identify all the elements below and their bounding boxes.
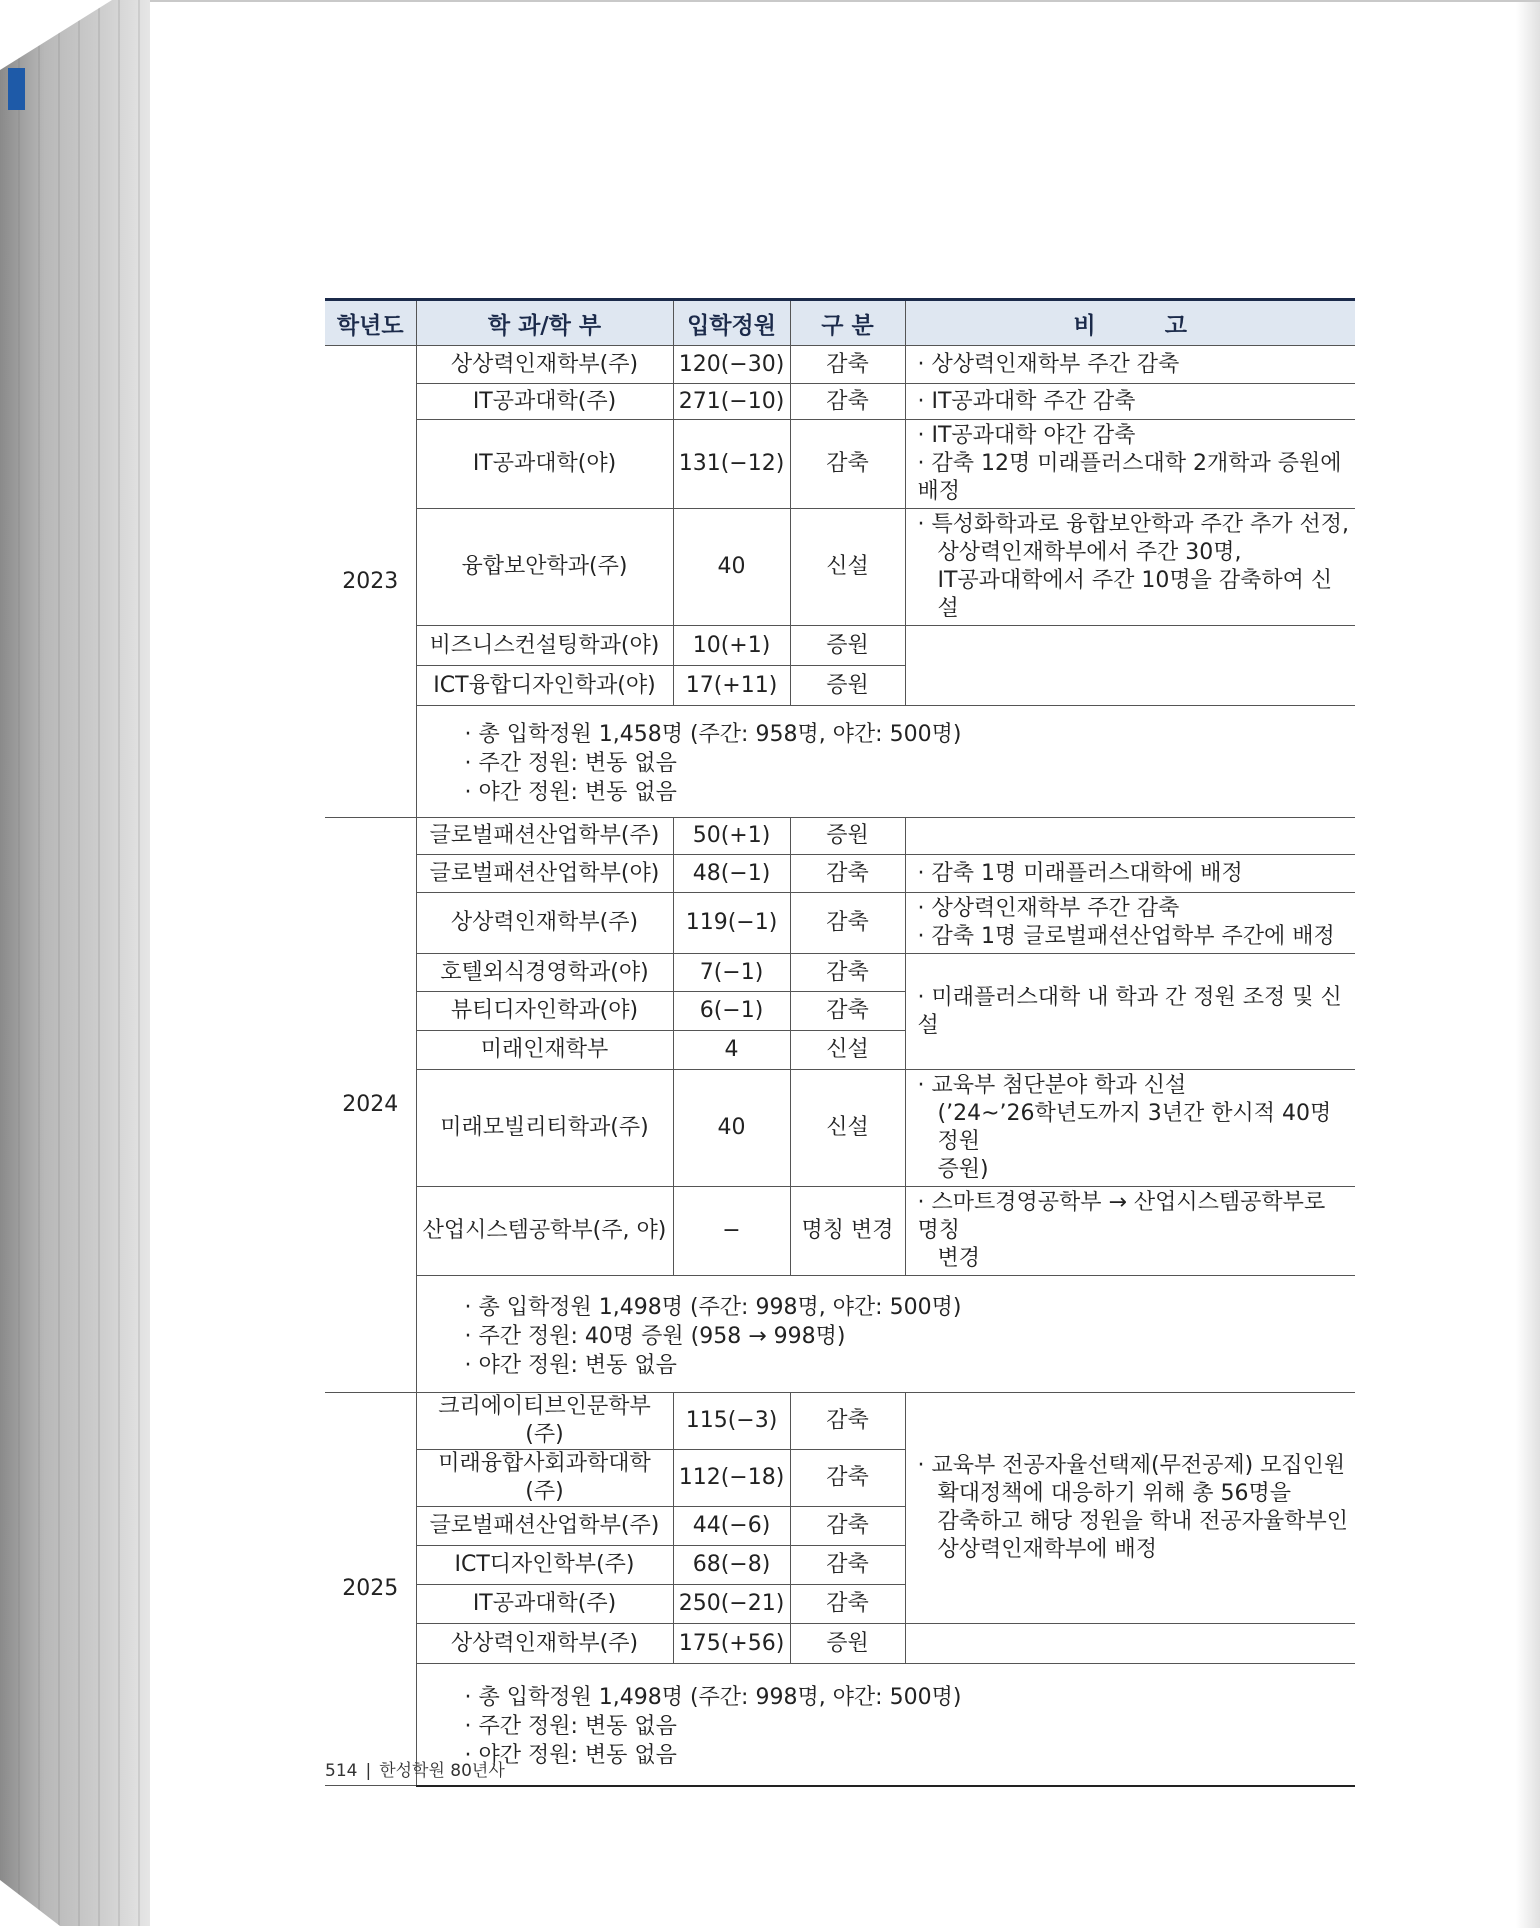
type-cell: 감축 [790, 992, 905, 1031]
department-cell: 미래융합사회과학대학(주) [416, 1450, 673, 1507]
chapter-tab-marker [8, 68, 25, 110]
table-row [325, 1393, 1355, 1450]
note-line: (’24~’26학년도까지 3년간 한시적 40명 정원 [937, 1101, 1332, 1154]
summary-line: · 야간 정원: 변동 없음 [464, 1352, 677, 1378]
type-cell: 감축 [790, 1393, 905, 1450]
note-line: · IT공과대학 주간 감축 [917, 388, 1136, 414]
notes-cell [905, 893, 1355, 954]
note-line: · 상상력인재학부 주간 감축 [917, 351, 1180, 377]
table-row [325, 509, 1355, 626]
quota-cell: 6(−1) [673, 992, 790, 1031]
department-cell: 호텔외식경영학과(야) [416, 954, 673, 992]
note-line: · 스마트경영공학부 → 산업시스템공학부로 명칭 [917, 1190, 1326, 1243]
type-cell: 증원 [790, 626, 905, 666]
type-cell: 증원 [790, 818, 905, 855]
note-line: · 상상력인재학부 주간 감축 [917, 896, 1180, 921]
header-quota: 입학정원 [673, 300, 790, 346]
table-row [325, 626, 1355, 666]
table-row [325, 420, 1355, 509]
department-cell: 융합보안학과(주) [416, 509, 673, 626]
table-row [325, 384, 1355, 420]
department-cell: 상상력인재학부(주) [416, 346, 673, 384]
department-cell: 상상력인재학부(주) [416, 1624, 673, 1664]
summary-cell [416, 1276, 1355, 1393]
summary-row [325, 1276, 1355, 1393]
summary-line: · 주간 정원: 40명 증원 (958 → 998명) [464, 1323, 846, 1349]
summary-line: · 주간 정원: 변동 없음 [464, 751, 677, 776]
summary-row [325, 706, 1355, 818]
department-cell: 미래모빌리티학과(주) [416, 1070, 673, 1187]
notes-cell [905, 509, 1355, 626]
notes-cell [905, 1187, 1355, 1276]
quota-cell: 17(+11) [673, 666, 790, 706]
summary-line: · 주간 정원: 변동 없음 [464, 1713, 677, 1739]
type-cell: 감축 [790, 384, 905, 420]
book-page-edges [0, 0, 150, 1926]
note-line: 감축하고 해당 정원을 학내 전공자율학부인 [937, 1509, 1349, 1534]
department-cell: 글로벌패션산업학부(주) [416, 1507, 673, 1546]
note-line: · 감축 12명 미래플러스대학 2개학과 증원에 배정 [917, 451, 1342, 504]
summary-line: · 총 입학정원 1,498명 (주간: 998명, 야간: 500명) [464, 1294, 962, 1320]
page-number: 514 [325, 1761, 358, 1781]
department-cell: ICT디자인학부(주) [416, 1546, 673, 1585]
quota-cell: 112(−18) [673, 1450, 790, 1507]
page-footer [325, 1756, 505, 1781]
quota-cell: 10(+1) [673, 626, 790, 666]
department-cell: ICT융합디자인학과(야) [416, 666, 673, 706]
table-row [325, 1187, 1355, 1276]
table-row [325, 893, 1355, 954]
type-cell: 신설 [790, 1031, 905, 1070]
type-cell: 감축 [790, 1450, 905, 1507]
header-year: 학년도 [325, 300, 416, 346]
summary-line: · 총 입학정원 1,458명 (주간: 958명, 야간: 500명) [464, 722, 962, 747]
quota-cell: 119(−1) [673, 893, 790, 954]
type-cell: 감축 [790, 1507, 905, 1546]
note-line: · 미래플러스대학 내 학과 간 정원 조정 및 신설 [917, 984, 1342, 1038]
book-title: 한성학원 80년사 [379, 1761, 505, 1781]
table-row [325, 855, 1355, 893]
quota-cell: 44(−6) [673, 1507, 790, 1546]
note-line: 확대정책에 대응하기 위해 총 56명을 [937, 1481, 1291, 1506]
quota-cell: 115(−3) [673, 1393, 790, 1450]
page-stack-lines [0, 0, 150, 1926]
note-line: 증원) [937, 1157, 989, 1182]
note-line: IT공과대학에서 주간 10명을 감축하여 신설 [937, 568, 1333, 621]
notes-cell-empty [905, 1624, 1355, 1664]
department-cell: 글로벌패션산업학부(주) [416, 818, 673, 855]
note-line: · 감축 1명 글로벌패션산업학부 주간에 배정 [917, 924, 1335, 949]
quota-cell: 250(−21) [673, 1585, 790, 1624]
department-cell: 미래인재학부 [416, 1031, 673, 1070]
type-cell: 신설 [790, 1070, 905, 1187]
quota-cell: 68(−8) [673, 1546, 790, 1585]
type-cell: 감축 [790, 420, 905, 509]
header-type: 구 분 [790, 300, 905, 346]
department-cell: 비즈니스컨설팅학과(야) [416, 626, 673, 666]
table-row [325, 1070, 1355, 1187]
page-shadow [1516, 2, 1540, 1928]
notes-cell [905, 420, 1355, 509]
year-cell: 2023 [325, 346, 416, 818]
department-cell: IT공과대학(주) [416, 384, 673, 420]
year-cell: 2025 [325, 1393, 416, 1786]
summary-cell [416, 1664, 1355, 1786]
quota-cell: 7(−1) [673, 954, 790, 992]
notes-cell [905, 384, 1355, 420]
quota-cell: 40 [673, 509, 790, 626]
quota-cell: 48(−1) [673, 855, 790, 893]
notes-cell [905, 1070, 1355, 1187]
notes-cell [905, 1393, 1355, 1624]
notes-cell [905, 346, 1355, 384]
summary-line: · 총 입학정원 1,498명 (주간: 998명, 야간: 500명) [464, 1684, 962, 1710]
header-department: 학 과/학 부 [416, 300, 673, 346]
quota-cell: 50(+1) [673, 818, 790, 855]
type-cell: 감축 [790, 954, 905, 992]
type-cell: 감축 [790, 893, 905, 954]
note-line: 상상력인재학부에 배정 [937, 1537, 1158, 1562]
note-line: 상상력인재학부에서 주간 30명, [937, 540, 1242, 565]
table-row [325, 1624, 1355, 1664]
table-row [325, 954, 1355, 992]
type-cell: 증원 [790, 666, 905, 706]
admission-quota-table [325, 298, 1355, 1787]
summary-line: · 야간 정원: 변동 없음 [464, 1742, 677, 1768]
department-cell: 크리에이티브인문학부(주) [416, 1393, 673, 1450]
quota-cell: 4 [673, 1031, 790, 1070]
table-header-row [325, 300, 1355, 346]
summary-cell [416, 706, 1355, 818]
type-cell: 감축 [790, 1585, 905, 1624]
note-line: · 교육부 첨단분야 학과 신설 [917, 1073, 1187, 1098]
department-cell: 뷰티디자인학과(야) [416, 992, 673, 1031]
note-line: 변경 [937, 1246, 981, 1271]
type-cell: 신설 [790, 509, 905, 626]
year-cell: 2024 [325, 818, 416, 1393]
note-line: · 특성화학과로 융합보안학과 주간 추가 선정, [917, 512, 1349, 537]
notes-cell [905, 855, 1355, 893]
note-line: · 감축 1명 미래플러스대학에 배정 [917, 860, 1243, 886]
department-cell: IT공과대학(주) [416, 1585, 673, 1624]
note-line: · IT공과대학 야간 감축 [917, 423, 1136, 448]
department-cell: IT공과대학(야) [416, 420, 673, 509]
header-notes: 비 고 [905, 300, 1355, 346]
quota-cell: 271(−10) [673, 384, 790, 420]
type-cell: 증원 [790, 1624, 905, 1664]
quota-cell: 40 [673, 1070, 790, 1187]
quota-cell: 175(+56) [673, 1624, 790, 1664]
notes-cell-empty [905, 818, 1355, 855]
type-cell: 감축 [790, 855, 905, 893]
department-cell: 글로벌패션산업학부(야) [416, 855, 673, 893]
notes-cell [905, 954, 1355, 1070]
notes-cell-empty [905, 626, 1355, 706]
department-cell: 상상력인재학부(주) [416, 893, 673, 954]
type-cell: 감축 [790, 346, 905, 384]
quota-cell: 131(−12) [673, 420, 790, 509]
department-cell: 산업시스템공학부(주, 야) [416, 1187, 673, 1276]
table-row [325, 346, 1355, 384]
table-row [325, 818, 1355, 855]
type-cell: 감축 [790, 1546, 905, 1585]
type-cell: 명칭 변경 [790, 1187, 905, 1276]
footer-separator: | [365, 1761, 372, 1781]
summary-line: · 야간 정원: 변동 없음 [464, 780, 677, 805]
quota-cell: − [673, 1187, 790, 1276]
quota-cell: 120(−30) [673, 346, 790, 384]
note-line: · 교육부 전공자율선택제(무전공제) 모집인원 [917, 1453, 1346, 1478]
